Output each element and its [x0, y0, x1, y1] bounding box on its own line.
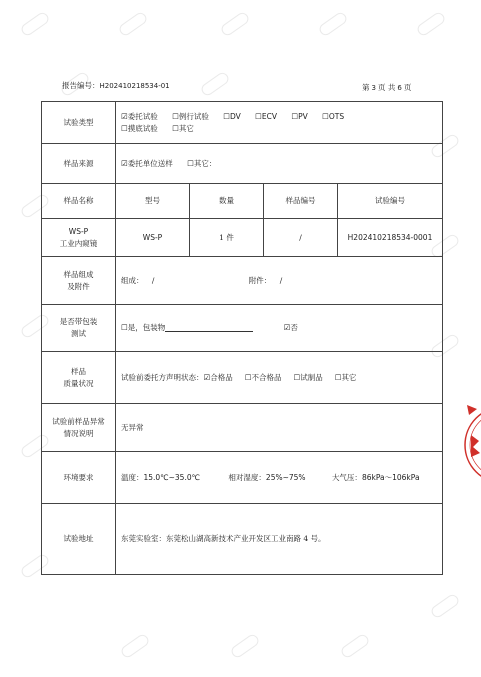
option-ots: ☐OTS	[322, 111, 345, 121]
condition-label: 样品 质量状况	[42, 352, 116, 404]
row-composition	[42, 257, 443, 305]
option-unqualified: ☐不合格品	[244, 372, 282, 382]
packaging-options	[116, 305, 443, 352]
sample-name-header: 样品名称	[42, 184, 116, 219]
sample-name-text: 工业内窥镜	[59, 238, 98, 248]
sample-source-label: 样品来源	[42, 144, 116, 184]
page-prefix: 第	[362, 83, 370, 92]
option-pv: ☐PV	[291, 111, 308, 121]
sample-name-model: WS-P	[68, 226, 89, 236]
option-dv: ☐DV	[223, 111, 241, 121]
option-client-delivered: ☑委托单位送样	[121, 158, 173, 168]
option-commissioned-test: ☑委托试验	[121, 111, 158, 121]
sample-number-header: 样品编号	[264, 184, 338, 219]
pressure-label: 大气压：	[331, 472, 362, 482]
sample-source-options	[116, 144, 443, 184]
page-mid: 页 共	[377, 83, 396, 92]
page-total: 6	[397, 84, 402, 92]
seal-stamp	[463, 395, 481, 495]
humidity-value: 25%~75%	[265, 472, 306, 482]
environment-values	[116, 452, 443, 504]
page-number: 3	[371, 84, 376, 92]
quantity-cell: 1 件	[190, 219, 264, 257]
humidity-label: 相对湿度：	[228, 472, 266, 482]
environment-label: 环境要求	[42, 452, 116, 504]
page-indicator	[362, 82, 413, 93]
packaging-no: ☑否	[283, 323, 298, 332]
row-environment	[42, 452, 443, 504]
condition-options	[116, 352, 443, 404]
test-type-options	[116, 102, 443, 144]
row-abnormal	[42, 404, 443, 452]
model-header: 型号	[116, 184, 190, 219]
option-qualified: ☑合格品	[203, 372, 233, 382]
option-trial: ☐试制品	[293, 372, 323, 382]
row-sample-data	[42, 219, 443, 257]
sample-number-cell: /	[264, 219, 338, 257]
row-sample-header	[42, 184, 443, 219]
option-ecv: ☐ECV	[255, 111, 277, 121]
abnormal-value: 无异常	[116, 404, 443, 452]
row-condition	[42, 352, 443, 404]
row-packaging	[42, 305, 443, 352]
abnormal-label: 试验前样品异常 情况说明	[42, 404, 116, 452]
row-test-type	[42, 102, 443, 144]
row-sample-source	[42, 144, 443, 184]
option-exploratory-test: ☐摸底试验	[121, 123, 158, 133]
packaging-yes: ☐是，包装物	[121, 323, 166, 332]
test-number-header: 试验编号	[338, 184, 443, 219]
seal-stamp-graphic	[463, 395, 481, 495]
packaging-material-blank	[165, 322, 253, 332]
location-value: 东莞实验室：东莞松山湖高新技术产业开发区工业南路 4 号。	[116, 504, 443, 575]
attachment-value: /	[279, 275, 283, 285]
quantity-header: 数量	[190, 184, 264, 219]
attachment-field-label: 附件：	[248, 275, 272, 285]
location-label: 试验地址	[42, 504, 116, 575]
report-number	[62, 80, 170, 91]
option-other-type: ☐其它	[172, 123, 194, 133]
test-info-table	[41, 101, 443, 575]
page-suffix: 页	[403, 83, 412, 92]
row-location	[42, 504, 443, 575]
composition-label: 样品组成 及附件	[42, 257, 116, 305]
composition-content	[116, 257, 443, 305]
temperature-label: 温度：	[121, 472, 144, 482]
pressure-value: 86kPa～106kPa	[361, 472, 420, 482]
option-other-source: ☐其它：	[187, 158, 217, 168]
model-cell: WS-P	[116, 219, 190, 257]
condition-prefix: 试验前委托方声明状态：	[121, 372, 204, 382]
test-number-cell: H202410218534-0001	[338, 219, 443, 257]
sample-name-cell	[42, 219, 116, 257]
option-other-condition: ☐其它	[334, 372, 357, 382]
report-number-label: 报告编号：	[62, 81, 100, 90]
option-routine-test: ☐例行试验	[172, 111, 209, 121]
packaging-label: 是否带包装 测试	[42, 305, 116, 352]
report-number-value: H202410218534-01	[99, 82, 170, 90]
temperature-value: 15.0℃~35.0℃	[143, 472, 201, 482]
composition-field-label: 组成：	[121, 275, 144, 285]
composition-value: /	[151, 275, 155, 285]
test-type-label: 试验类型	[42, 102, 116, 144]
